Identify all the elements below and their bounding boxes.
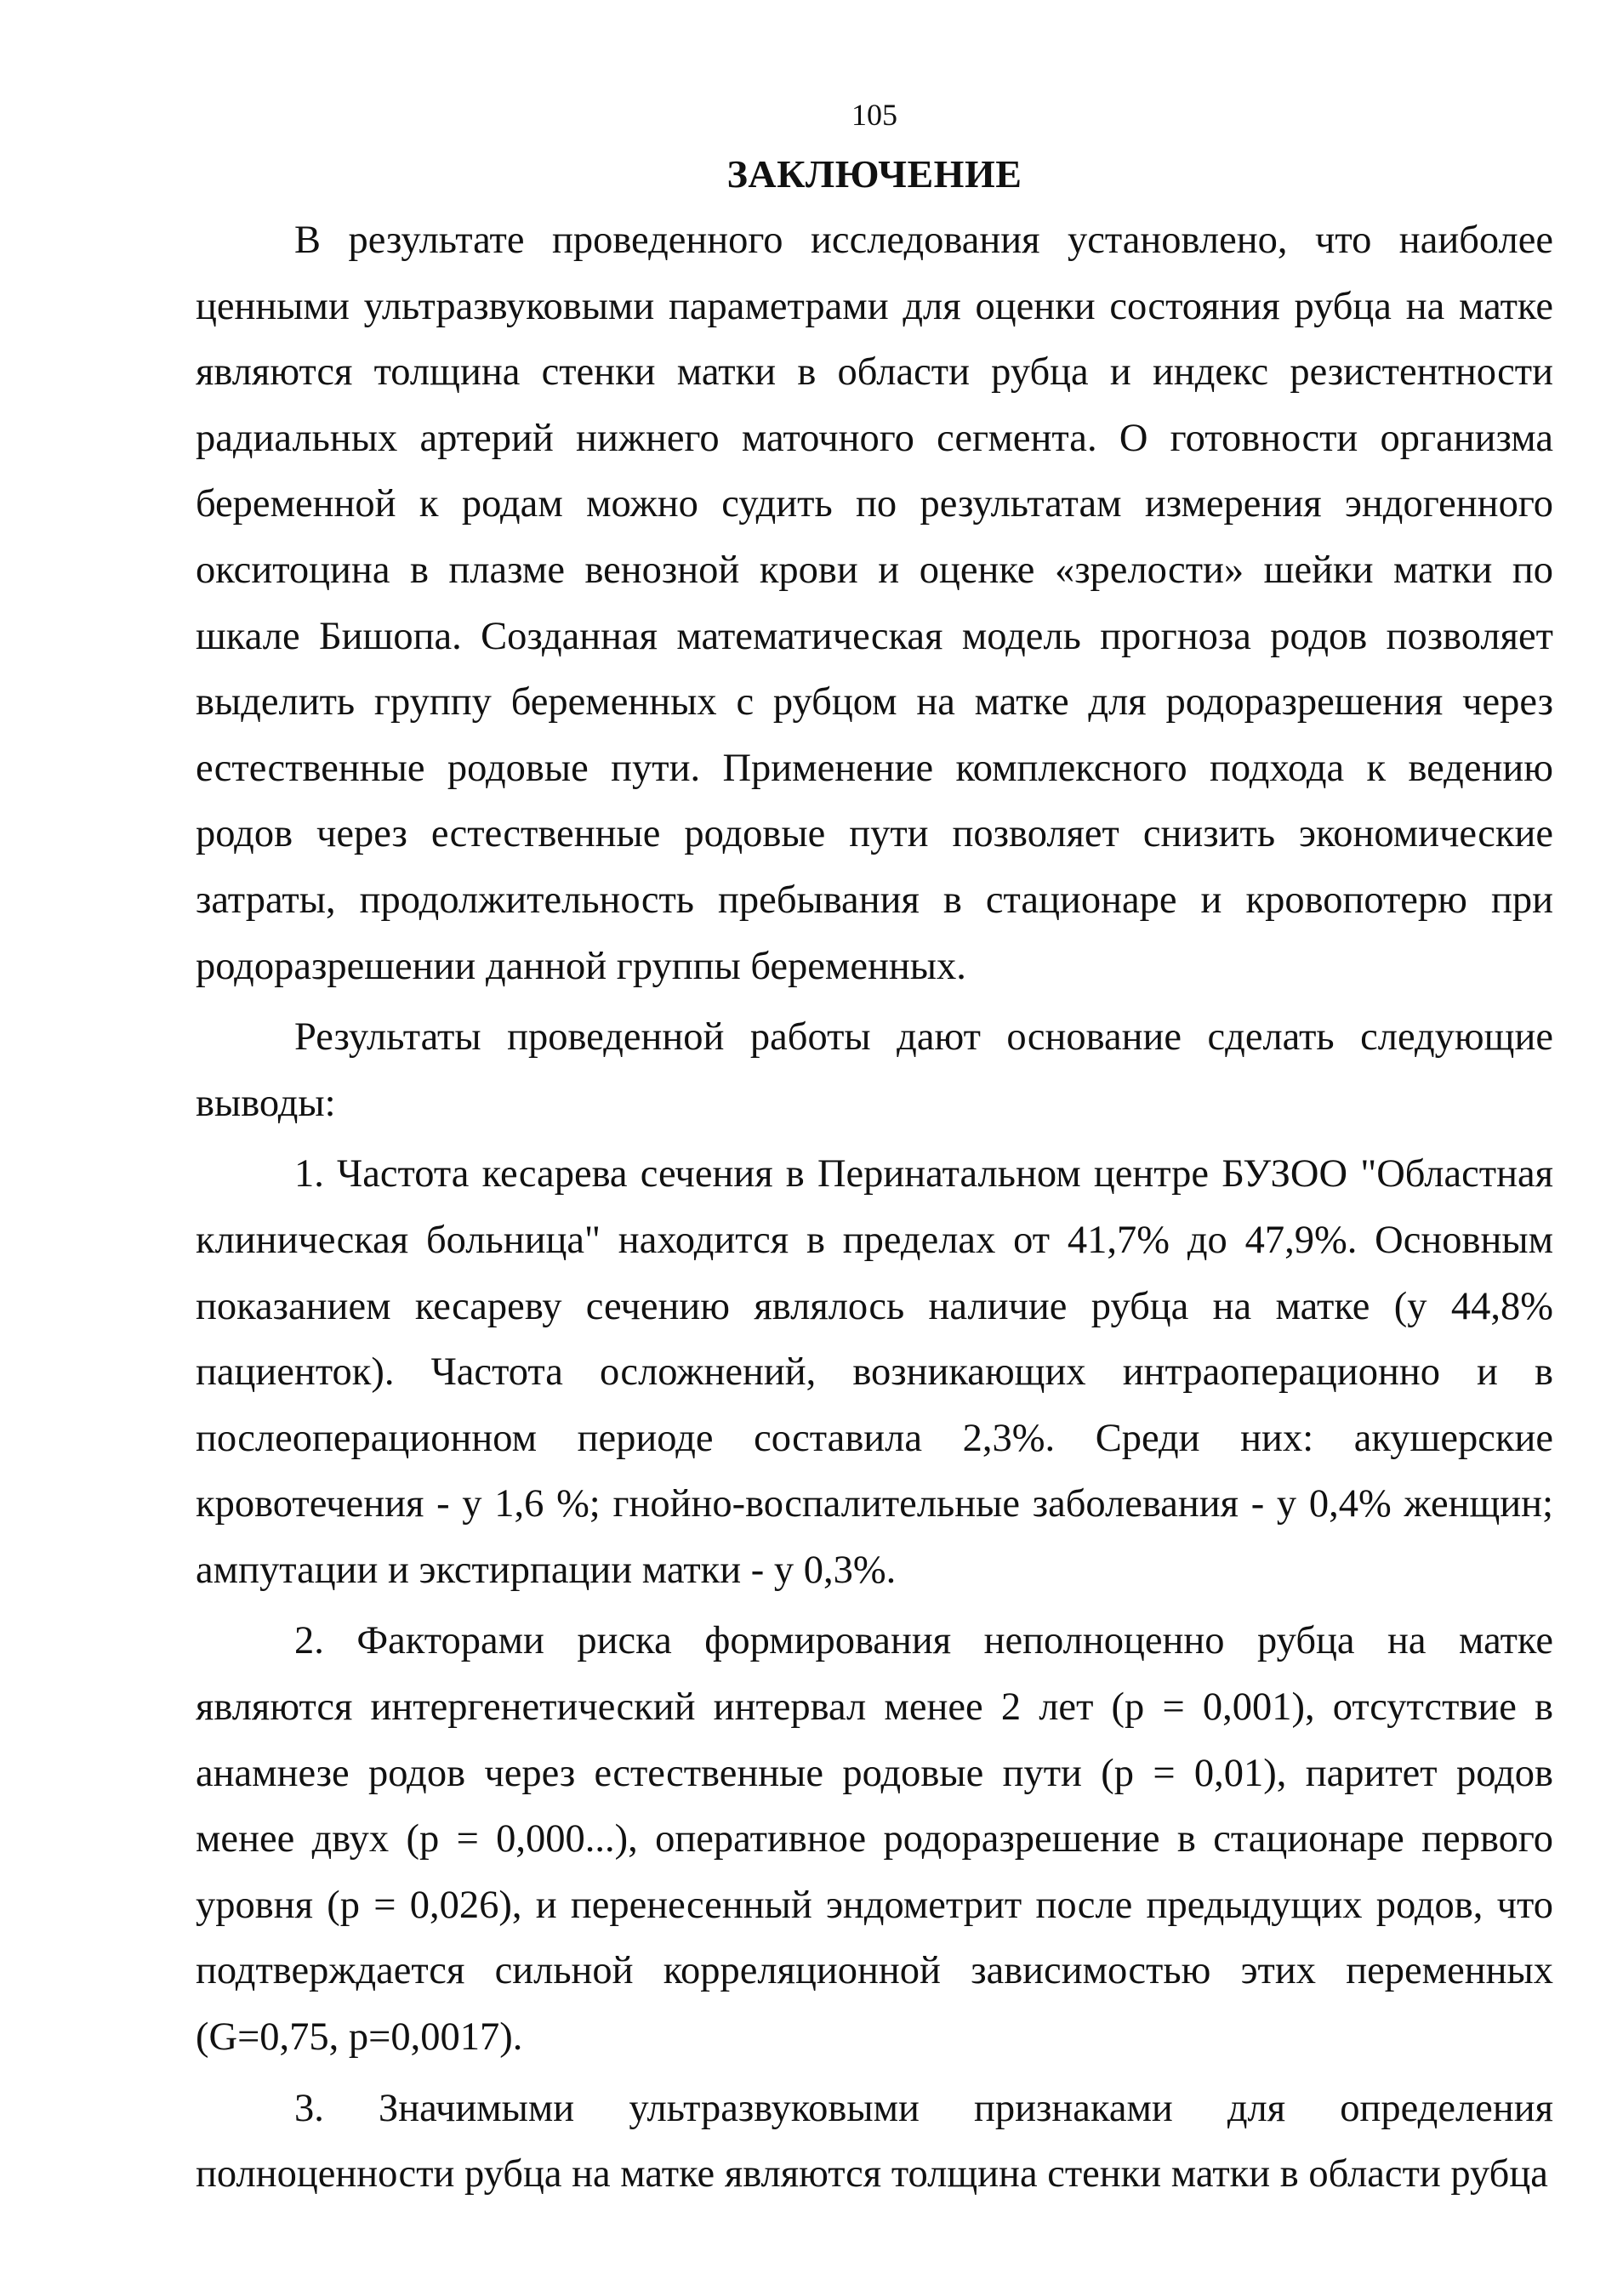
section-title: ЗАКЛЮЧЕНИЕ [726, 152, 1022, 196]
item3-word: ультразвуковыми [629, 2086, 920, 2130]
conclusion-item-1: 1. Частота кесарева сечения в Перинатальном центре БУЗОО "Областная клиническая больница" находится в пределах от 41,7% до 47,9%. Основным показанием кесареву сечению являлось наличие рубца на матке (у 44,8% пациенток). Частота осложнений, возникающих интраоперационно и в послеоперационном периоде составила 2,3%. Среди них: акушерские кровотечения - у 1,6 %; гнойно-воспалительные заболевания - у 0,4% женщин; ампутации и экстирпации матки - у 0,3%. [196, 1152, 1553, 1592]
conclusions-lead-paragraph: Результаты проведенной работы дают основание сделать следующие выводы: [196, 1015, 1553, 1125]
item3-word: для [1227, 2086, 1286, 2130]
intro-paragraph: В результате проведенного исследования установлено, что наиболее ценными ультразвуковыми параметрами для оценки состояния рубца на матке являются толщина стенки матки в области рубца и индекс резистентности радиальных артерий нижнего маточного сегмента. О готовности организма беременной к родам можно судить по результатам измерения эндогенного окситоцина в плазме венозной крови и оценке «зрелости» шейки матки по шкале Бишопа. Созданная математическая модель прогноза родов позволяет выделить группу беременных с рубцом на матке для родоразрешения через естественные родовые пути. Применение комплексного подхода к ведению родов через естественные родовые пути позволяет снизить экономические затраты, продолжительность пребывания в стационаре и кровопотерю при родоразрешении данной группы беременных. [196, 219, 1553, 988]
page-number: 105 [851, 98, 897, 132]
conclusion-item-2: 2. Факторами риска формирования неполноценно рубца на матке являются интергенетический интервал менее 2 лет (р = 0,001), отсутствие в анамнезе родов через естественные родовые пути (р = 0,01), паритет родов менее двух (р = 0,000...), оперативное родоразрешение в стационаре первого уровня (р = 0,026), и перенесенный эндометрит после предыдущих родов, что подтверждается сильной корреляционной зависимостью этих переменных (G=0,75, p=0,0017). [196, 1619, 1553, 2060]
document-page [196, 94, 1553, 2208]
item3-word: определения [1340, 2086, 1553, 2130]
conclusion-item-3-line-1 [294, 2076, 1553, 2142]
conclusion-item-3-line-2: полноценности рубца на матке являются толщина стенки матки в области рубца [196, 2152, 1548, 2197]
item3-word: Значимыми [378, 2086, 575, 2130]
item3-word: признаками [974, 2086, 1173, 2130]
conclusion-item-3 [196, 2076, 1553, 2208]
item3-word: 3. [294, 2086, 324, 2130]
